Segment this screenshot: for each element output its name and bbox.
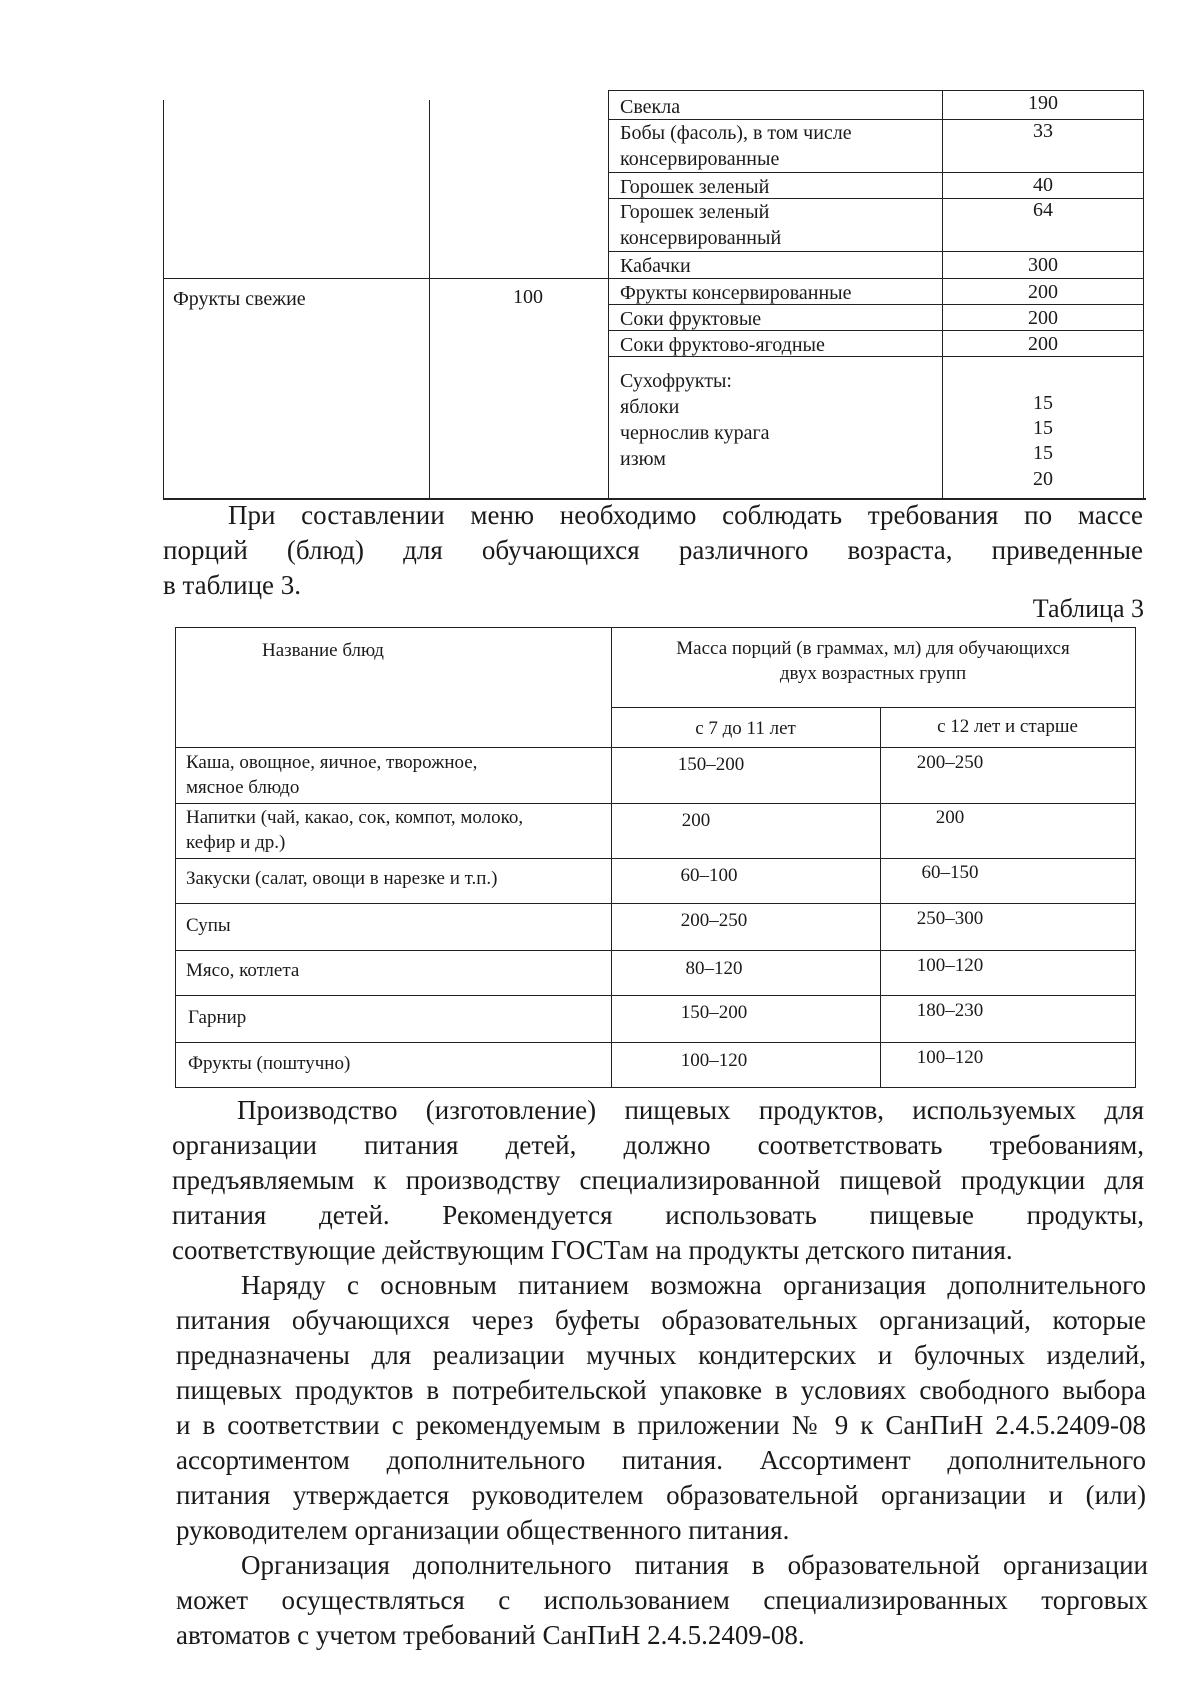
paragraph-line: ассортиментом дополнительного питания. Ассортимент дополнительного	[176, 1445, 1146, 1475]
table-caption: Таблица 3	[1032, 594, 1144, 623]
paragraph-line: Наряду с основным питанием возможна организация дополнительного	[241, 1270, 1146, 1300]
intro-line: в таблице 3.	[163, 570, 302, 600]
product-name: Бобы (фасоль), в том числе консервированные	[620, 122, 852, 170]
portion-12-plus: 200–250	[916, 752, 984, 773]
paragraph-line: питания детей. Рекомендуется использовать пищевые продукты,	[172, 1200, 1144, 1230]
dish-name: Фрукты (поштучно)	[188, 1053, 351, 1074]
product-value: 300	[1028, 254, 1058, 276]
value-column-divider	[942, 90, 943, 500]
product-value: 190	[1028, 92, 1058, 114]
dish-name-header: Название блюд	[262, 640, 384, 661]
dried-fruit-item: яблоки	[620, 396, 680, 418]
header-bottom-line	[176, 747, 1135, 748]
row-line	[176, 903, 1135, 904]
paragraph-line: питания утверждается руководителем образовательной организации и (или)	[176, 1480, 1146, 1510]
row-line	[176, 858, 1135, 859]
portion-mass-header	[611, 636, 1135, 686]
paragraph-line: предназначены для реализации мучных кондитерских и булочных изделий,	[176, 1340, 1146, 1370]
portion-7-11: 150–200	[677, 754, 745, 775]
product-name: Кабачки	[620, 255, 691, 277]
table-column-divider	[429, 100, 430, 500]
dish-name: Гарнир	[188, 1007, 247, 1028]
portion-7-11: 200–250	[680, 910, 748, 931]
dish-name-line: кефир и др.)	[186, 832, 286, 853]
paragraph-line: Организация дополнительного питания в образовательной организации	[241, 1550, 1148, 1580]
product-value: 40	[1033, 174, 1053, 196]
portion-12-plus: 200	[935, 807, 965, 828]
header-line: двух возрастных групп	[779, 663, 967, 684]
dish-name-line: Каша, овощное, яичное, творожное,	[186, 752, 478, 773]
dried-fruit-item: изюм	[620, 448, 666, 470]
intro-line: При составлении меню необходимо соблюдать требования по массе	[228, 500, 1143, 530]
norms-table-continuation	[163, 90, 1146, 500]
portion-7-11: 150–200	[680, 1002, 748, 1023]
paragraph-line: и в соответствии с рекомендуемым в приложении № 9 к СанПиН 2.4.5.2409-08	[176, 1410, 1146, 1440]
dried-fruit-item: чернослив курага	[620, 422, 770, 444]
product-name: Соки фруктово-ягодные	[620, 334, 825, 356]
paragraph-line: может осуществляться с использованием специализированных торговых	[176, 1585, 1148, 1615]
product-name: Фрукты консервированные	[620, 282, 852, 304]
product-value: 64	[1033, 199, 1053, 221]
paragraph-line: пищевых продуктов в потребительской упаковке в условиях свободного выбора	[176, 1375, 1146, 1405]
intro-paragraph	[163, 498, 1143, 603]
paragraph-line: соответствующие действующим ГОСТам на продукты детского питания.	[172, 1235, 1013, 1265]
row-line	[176, 950, 1135, 951]
portion-12-plus: 250–300	[916, 908, 984, 929]
paragraph-line: автоматов с учетом требований СанПиН 2.4.5.2409-08.	[176, 1620, 805, 1650]
paragraph-line: питания обучающихся через буфеты образовательных организаций, которые	[176, 1305, 1146, 1335]
buffet-paragraph	[176, 1268, 1146, 1548]
product-value: 200	[1028, 333, 1058, 355]
intro-line: порций (блюд) для обучающихся различного возраста, приведенные	[163, 535, 1143, 565]
dish-name-line: мясное блюдо	[186, 777, 300, 798]
row-line	[176, 1042, 1135, 1043]
fresh-fruit-value: 100	[513, 286, 543, 308]
portion-12-plus: 100–120	[916, 955, 984, 976]
row-line	[176, 995, 1135, 996]
portion-size-table	[175, 627, 1136, 1088]
portion-7-11: 80–120	[685, 958, 743, 979]
dried-fruit-value: 15	[1033, 417, 1053, 439]
product-value: 200	[1028, 281, 1058, 303]
portion-7-11: 200	[681, 810, 711, 831]
product-value: 200	[1028, 307, 1058, 329]
dish-name-line: Напитки (чай, какао, сок, компот, молоко,	[186, 807, 524, 828]
header-line: Масса порций (в граммах, мл) для обучающихся	[676, 638, 1070, 659]
portion-12-plus: 100–120	[916, 1047, 984, 1068]
header-divider	[611, 707, 1135, 708]
fresh-fruit-label: Фрукты свежие	[173, 288, 306, 310]
product-name: Горошек зеленый консервированный	[620, 201, 782, 249]
dish-name: Закуски (салат, овощи в нарезке и т.п.)	[186, 868, 498, 889]
product-value: 33	[1033, 120, 1053, 142]
paragraph-line: организации питания детей, должно соответствовать требованиям,	[172, 1130, 1144, 1160]
portion-12-plus: 180–230	[916, 1000, 984, 1021]
portion-7-11: 60–100	[680, 865, 738, 886]
portion-12-plus: 60–150	[921, 862, 979, 883]
dried-fruits-title: Сухофрукты:	[620, 370, 732, 392]
production-paragraph	[172, 1093, 1144, 1268]
product-name: Горошек зеленый	[620, 176, 770, 198]
product-name: Свекла	[620, 96, 681, 118]
age-group-12-plus: с 12 лет и старше	[937, 716, 1078, 737]
dried-fruit-value: 20	[1033, 468, 1053, 490]
age-group-7-11: с 7 до 11 лет	[695, 718, 796, 739]
dish-name	[186, 805, 523, 855]
paragraph-line: Производство (изготовление) пищевых продуктов, используемых для	[237, 1095, 1144, 1125]
product-name: Соки фруктовые	[620, 308, 762, 330]
dried-fruit-value: 15	[1033, 392, 1053, 414]
paragraph-line: предъявляемым к производству специализированной пищевой продукции для	[172, 1165, 1144, 1195]
dish-name	[186, 750, 477, 800]
dried-fruit-value: 15	[1033, 442, 1053, 464]
dish-name: Супы	[186, 915, 231, 936]
row-line	[176, 803, 1135, 804]
vending-paragraph	[176, 1548, 1148, 1653]
paragraph-line: руководителем организации общественного питания.	[176, 1515, 790, 1545]
portion-7-11: 100–120	[680, 1050, 748, 1071]
dish-name: Мясо, котлета	[186, 960, 300, 981]
table-border-left	[163, 100, 164, 500]
